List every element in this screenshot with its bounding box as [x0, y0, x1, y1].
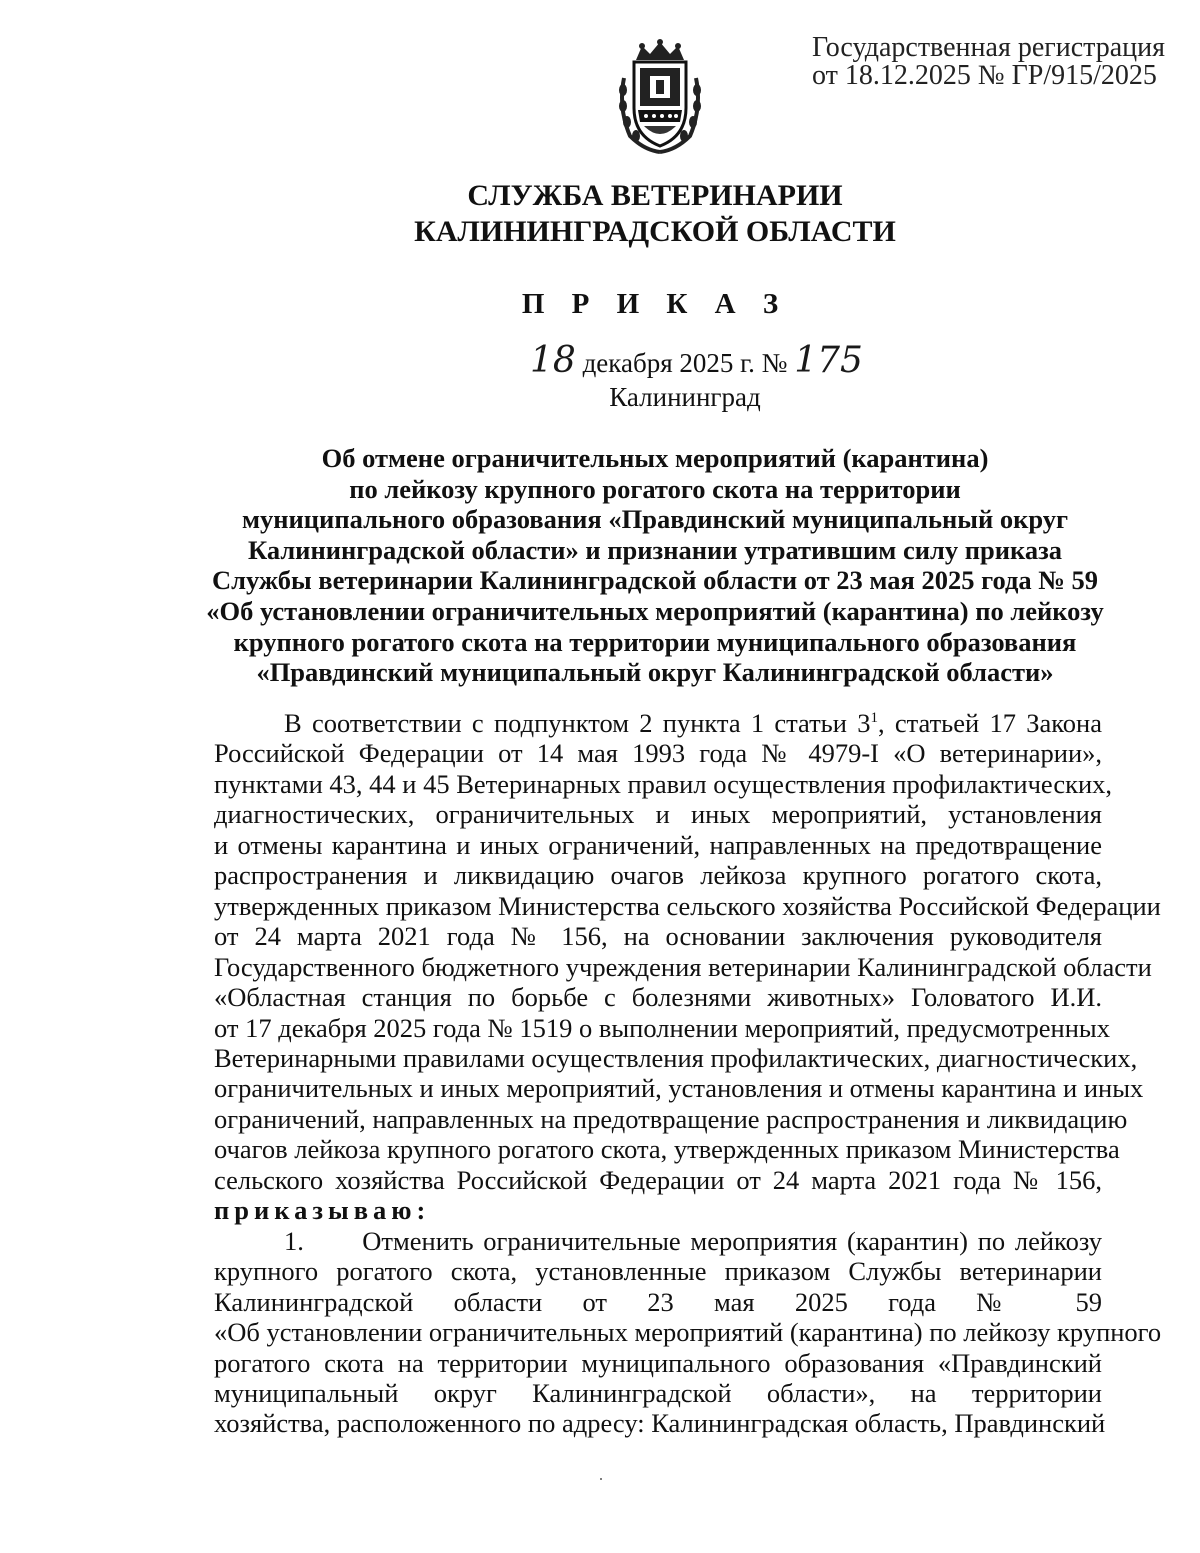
scan-speck [600, 1478, 602, 1480]
handwritten-order-number: 175 [794, 340, 863, 381]
item-1-line: Калининградской области от 23 мая 2025 года № 59 [214, 1286, 1102, 1317]
order-body [214, 708, 1162, 1439]
organization-name-line-1: СЛУЖБА ВЕТЕРИНАРИИ [467, 179, 843, 212]
preamble-line: распространения и ликвидацию очагов лейкоза крупного рогатого скота, [214, 860, 1102, 891]
registration-line-2: от 18.12.2025 № ГР/915/2025 [812, 60, 1157, 91]
preamble-line: Государственного бюджетного учреждения ветеринарии Калининградской области [214, 951, 1152, 982]
preamble-line: и отмены карантина и иных ограничений, направленных на предотвращение [214, 829, 1102, 860]
title-line: «Об установлении ограничительных мероприятий (карантина) по лейкозу [206, 595, 1104, 626]
title-line: по лейкозу крупного рогатого скота на территории [349, 473, 961, 504]
item-1-first-line [214, 1226, 1102, 1256]
preamble-line: диагностических, ограничительных и иных мероприятий, установления [214, 799, 1102, 830]
item-1-number: 1. [284, 1225, 304, 1256]
order-date-text: декабря 2025 г. № [582, 348, 788, 378]
title-line: Об отмене ограничительных мероприятий (карантина) [321, 443, 989, 473]
title-line: Калининградской области» и признании утратившим силу приказа [247, 534, 1063, 565]
title-line: Службы ветеринарии Калининградской области от 23 мая 2025 года № 59 [211, 565, 1099, 596]
item-1-line: хозяйства, расположенного по адресу: Калининградская область, Правдинский [214, 1408, 1106, 1439]
kaliningrad-coat-of-arms-icon [614, 38, 706, 156]
title-line: муниципального образования «Правдинский муниципальный округ [241, 504, 1069, 535]
organization-name [0, 178, 1200, 250]
preamble-first-line-start: В соответствии с подпунктом 2 пункта 1 статьи 3 [284, 708, 871, 738]
item-1-line: рогатого скота на территории муниципального образования «Правдинский [214, 1347, 1102, 1378]
preamble-line: утвержденных приказом Министерства сельского хозяйства Российской Федерации [214, 890, 1161, 921]
preamble-first-line-end: , статьей 17 Закона [877, 708, 1102, 738]
city-name: Калининград [609, 382, 761, 412]
document-type-heading: П Р И К А З [521, 288, 789, 320]
order-date-line [530, 340, 863, 381]
title-line: крупного рогатого скота на территории муниципального образования [233, 626, 1077, 657]
order-verb: приказываю: [214, 1195, 431, 1226]
handwritten-day: 18 [530, 340, 576, 381]
item-1-line: «Об установлении ограничительных мероприятий (карантина) по лейкозу крупного [214, 1317, 1162, 1348]
title-line: «Правдинский муниципальный округ Калининградской области» [256, 657, 1054, 688]
state-registration-stamp [812, 34, 1172, 90]
item-1-text-start: Отменить ограничительные мероприятия (карантин) по лейкозу [362, 1225, 1102, 1256]
item-1-line: муниципальный округ Калининградской области», на территории [214, 1377, 1102, 1408]
preamble-line: сельского хозяйства Российской Федерации от 24 марта 2021 года № 156, [214, 1164, 1102, 1195]
preamble-line: ограничений, направленных на предотвращение распространения и ликвидацию [214, 1103, 1128, 1134]
preamble-line: ограничительных и иных мероприятий, установления и отмены карантина и иных [214, 1073, 1144, 1104]
organization-name-line-2: КАЛИНИНГРАДСКОЙ ОБЛАСТИ [414, 215, 896, 248]
article-superscript: 1 [870, 710, 878, 727]
preamble-line: очагов лейкоза крупного рогатого скота, утвержденных приказом Министерства [214, 1134, 1120, 1165]
preamble-line: от 17 декабря 2025 года № 1519 о выполнении мероприятий, предусмотренных [214, 1012, 1110, 1043]
registration-line-1: Государственная регистрация [812, 32, 1165, 63]
order-title [150, 443, 1160, 688]
preamble-first-line [214, 708, 1102, 738]
preamble-line: пунктами 43, 44 и 45 Ветеринарных правил осуществления профилактических, [214, 768, 1113, 799]
preamble-line: Российской Федерации от 14 мая 1993 года № 4979-I «О ветеринарии», [214, 738, 1102, 769]
preamble-line: «Областная станция по борьбе с болезнями животных» Головатого И.И. [214, 982, 1102, 1013]
item-1-line: крупного рогатого скота, установленные приказом Службы ветеринарии [214, 1256, 1102, 1287]
preamble-line: Ветеринарными правилами осуществления профилактических, диагностических, [214, 1042, 1138, 1073]
preamble-line: от 24 марта 2021 года № 156, на основании заключения руководителя [214, 921, 1102, 952]
